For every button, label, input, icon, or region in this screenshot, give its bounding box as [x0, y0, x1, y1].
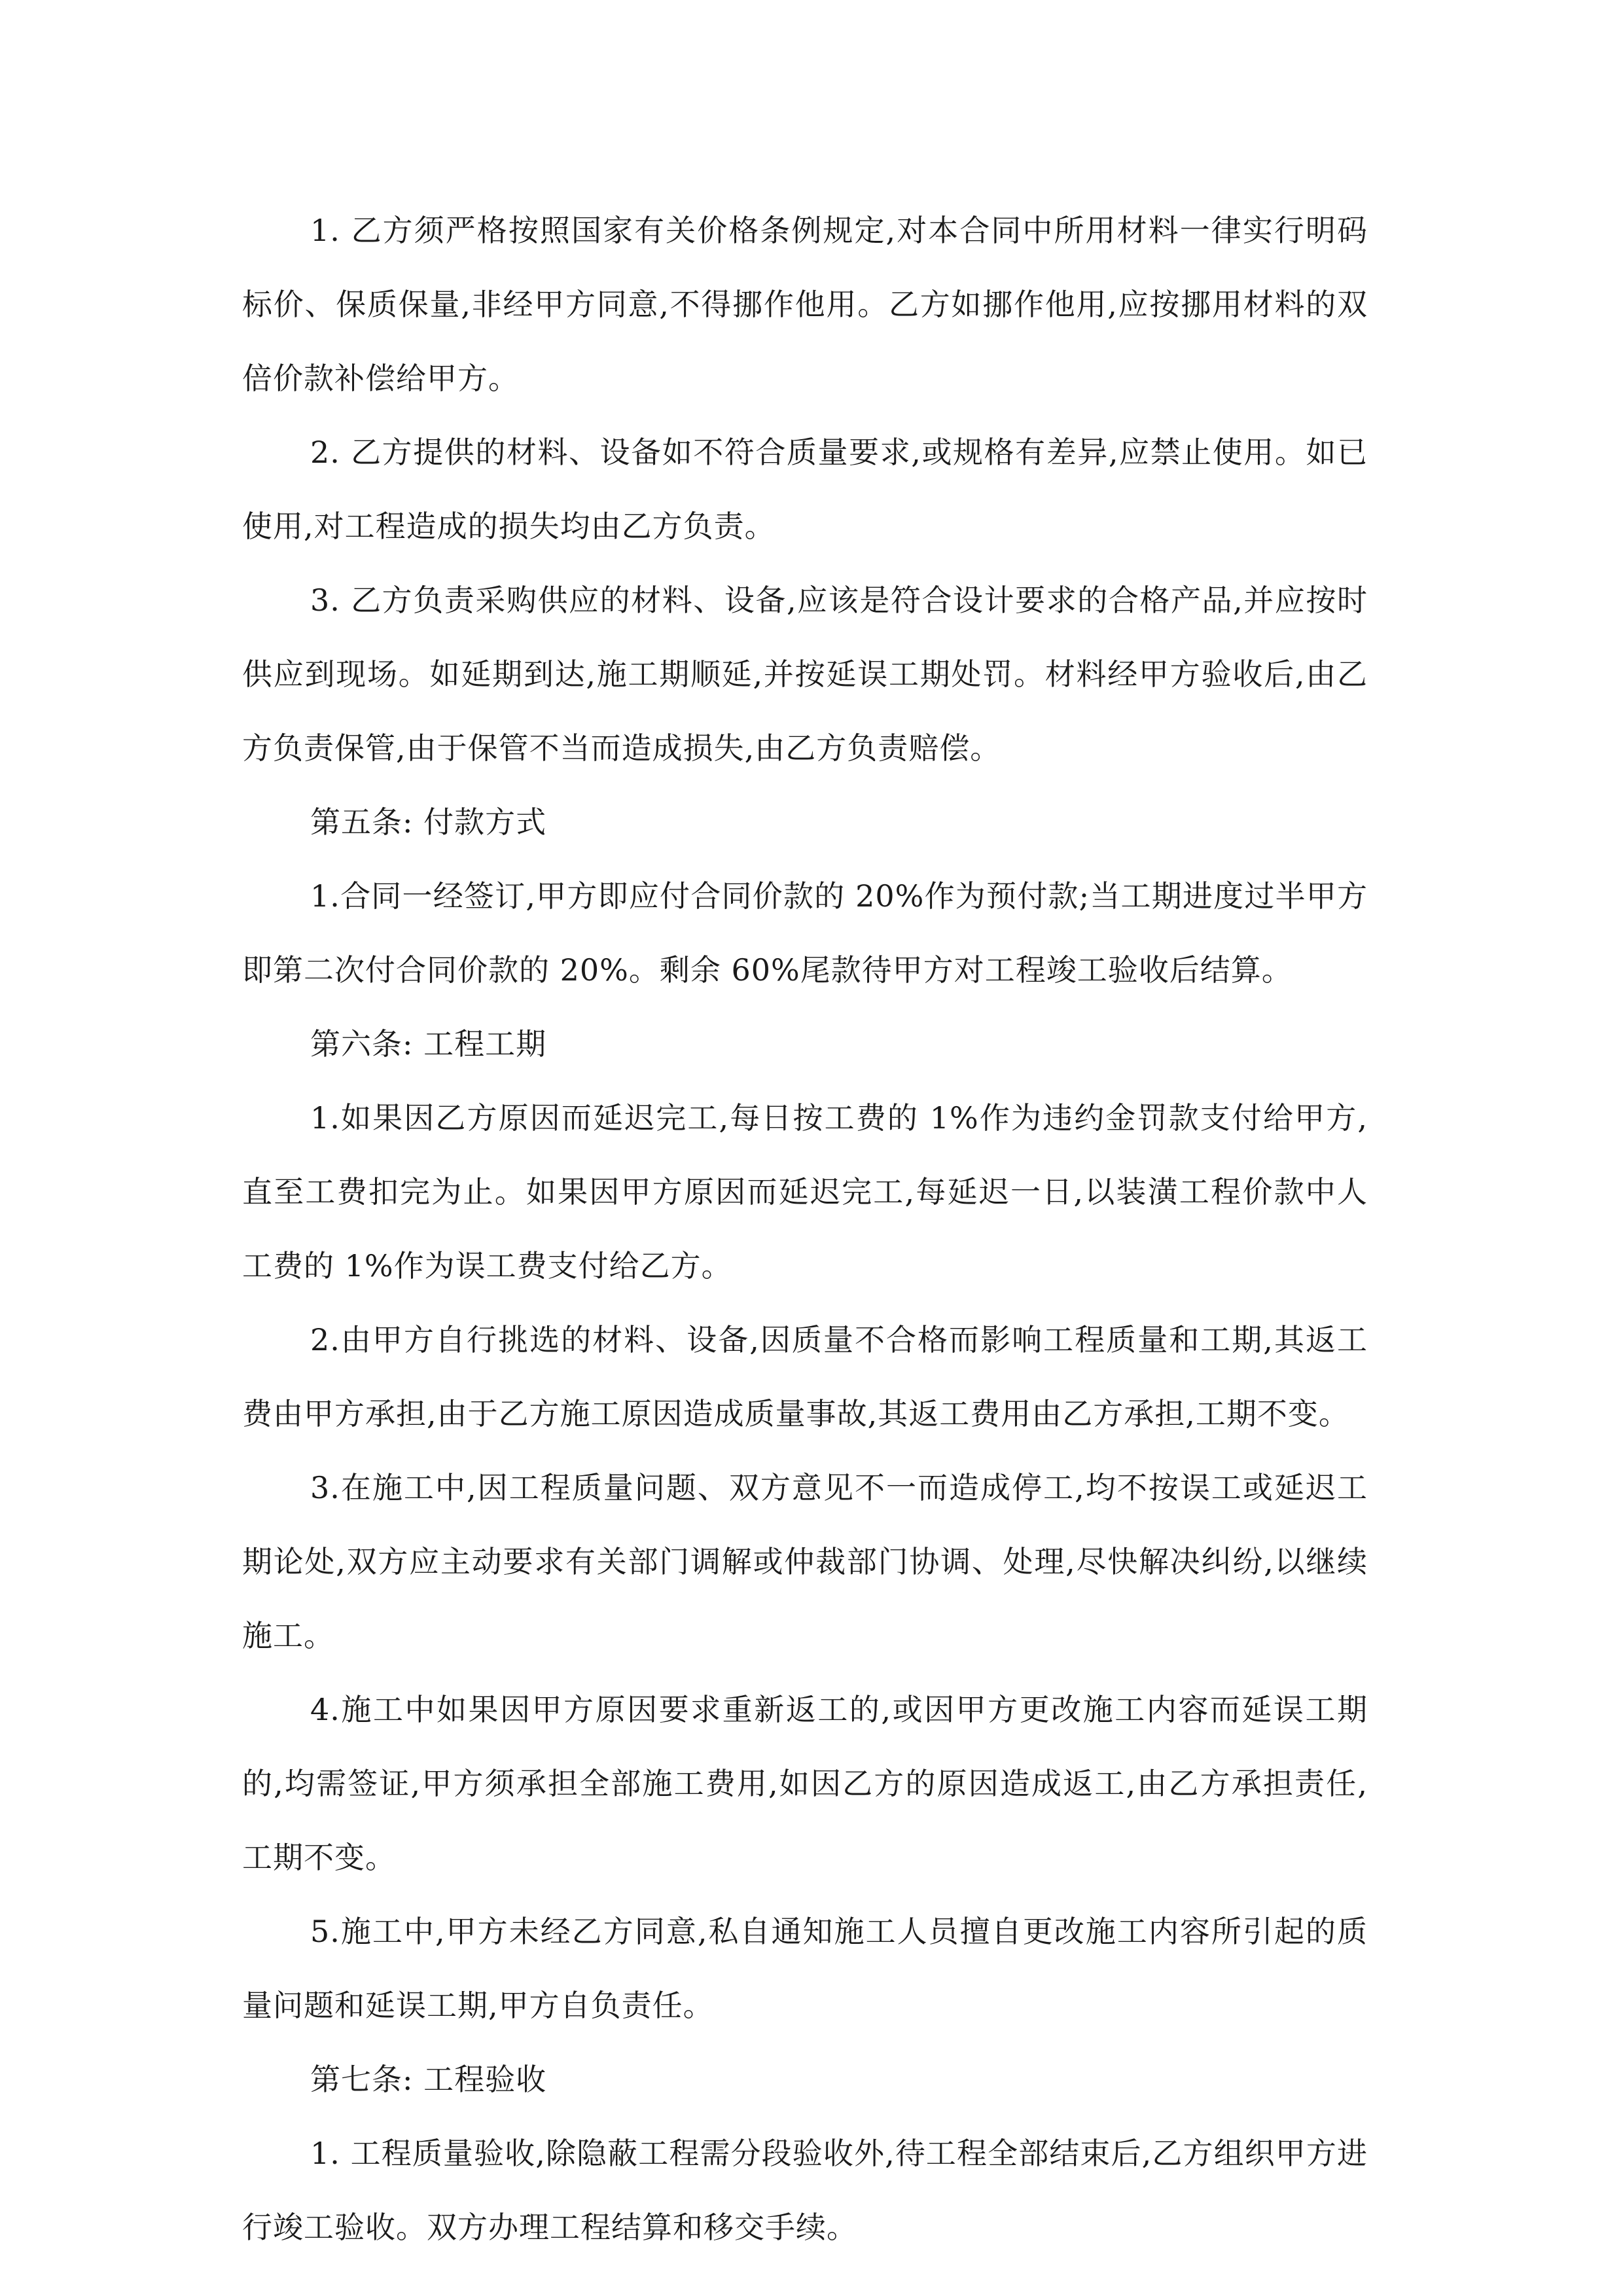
article-5-heading: 第五条: 付款方式 [310, 804, 547, 840]
schedule-clause-1: 1.如果因乙方原因而延迟完工,每日按工费的 1%作为违约金罚款支付给甲方,直至工费扣完为止。如果因甲方原因而延迟完工,每延迟一日,以装潢工程价款中人工费的 1%作为误工费支付给乙方。 [242, 1100, 1368, 1283]
material-clause-1: 1. 乙方须严格按照国家有关价格条例规定,对本合同中所用材料一律实行明码标价、保质保量,非经甲方同意,不得挪作他用。乙方如挪作他用,应按挪用材料的双倍价款补偿给甲方。 [242, 213, 1368, 396]
schedule-clause-4: 4.施工中如果因甲方原因要求重新返工的,或因甲方更改施工内容而延误工期的,均需签证,甲方须承担全部施工费用,如因乙方的原因造成返工,由乙方承担责任,工期不变。 [242, 1692, 1368, 1875]
payment-clause-1: 1.合同一经签订,甲方即应付合同价款的 20%作为预付款;当工期进度过半甲方即第二次付合同价款的 20%。剩余 60%尾款待甲方对工程竣工验收后结算。 [242, 878, 1368, 988]
material-clause-2: 2. 乙方提供的材料、设备如不符合质量要求,或规格有差异,应禁止使用。如已使用,对工程造成的损失均由乙方负责。 [242, 435, 1368, 544]
schedule-clause-2: 2.由甲方自行挑选的材料、设备,因质量不合格而影响工程质量和工期,其返工费由甲方承担,由于乙方施工原因造成质量事故,其返工费用由乙方承担,工期不变。 [242, 1322, 1368, 1431]
document-body [242, 194, 1368, 2265]
acceptance-clause-1: 1. 工程质量验收,除隐蔽工程需分段验收外,待工程全部结束后,乙方组织甲方进行竣工验收。双方办理工程结算和移交手续。 [242, 2136, 1368, 2245]
material-clause-3: 3. 乙方负责采购供应的材料、设备,应该是符合设计要求的合格产品,并应按时供应到现场。如延期到达,施工期顺延,并按延误工期处罚。材料经甲方验收后,由乙方负责保管,由于保管不当而造成损失,由乙方负责赔偿。 [242, 583, 1368, 766]
schedule-clause-5: 5.施工中,甲方未经乙方同意,私自通知施工人员擅自更改施工内容所引起的质量问题和延误工期,甲方自负责任。 [242, 1914, 1368, 2023]
schedule-clause-3: 3.在施工中,因工程质量问题、双方意见不一而造成停工,均不按误工或延迟工期论处,双方应主动要求有关部门调解或仲裁部门协调、处理,尽快解决纠纷,以继续施工。 [242, 1470, 1368, 1653]
article-6-heading: 第六条: 工程工期 [310, 1026, 547, 1062]
article-7-heading: 第七条: 工程验收 [310, 2062, 547, 2097]
